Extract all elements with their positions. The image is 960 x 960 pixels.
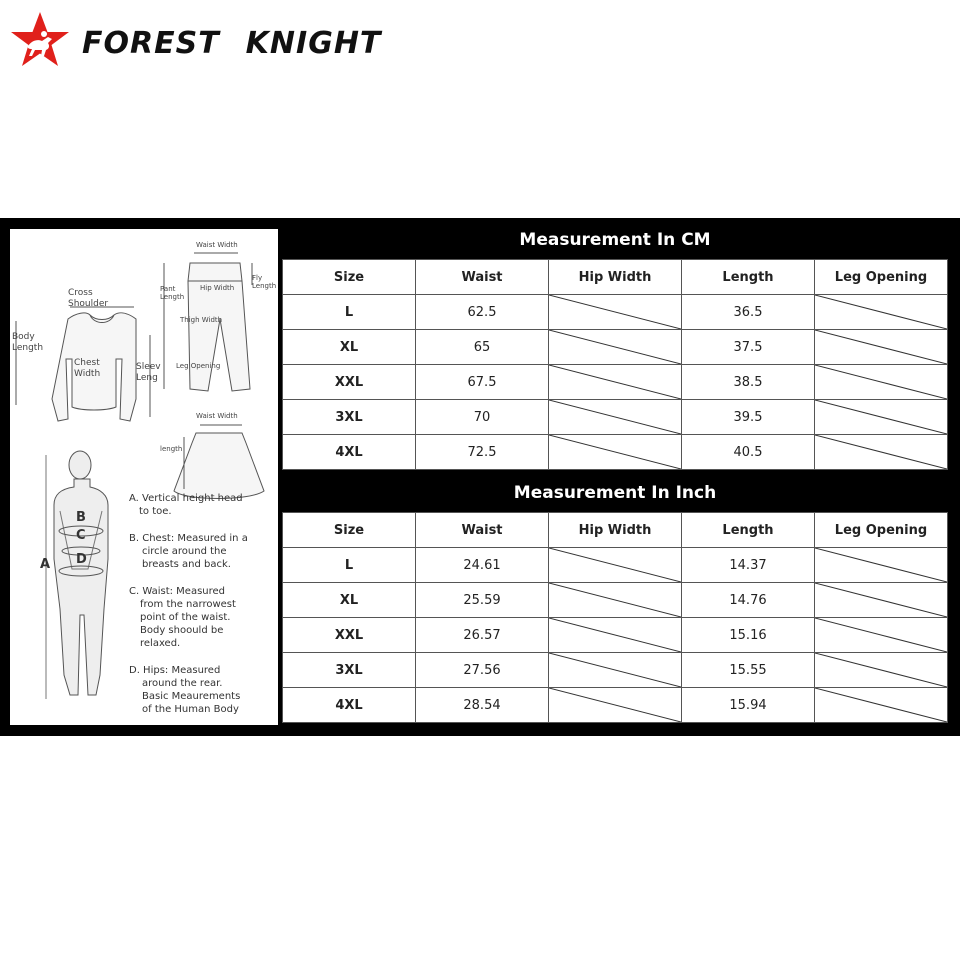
label-thigh-width: Thigh Width — [180, 316, 223, 324]
label-waist-width-skirt: Waist Width — [196, 412, 238, 420]
brand-name-part1: FOREST — [82, 26, 220, 61]
header-length: Length — [682, 260, 815, 295]
table-row — [283, 583, 948, 618]
not-applicable-slash-icon — [549, 653, 681, 687]
cell-length: 15.94 — [682, 688, 815, 723]
table-row — [283, 400, 948, 435]
note-hips: D. Hips: Measured around the rear. Basic Meaurements of the Human Body — [129, 665, 241, 715]
cell-length: 15.16 — [682, 618, 815, 653]
not-applicable-slash-icon — [549, 330, 681, 364]
brand-name-part2: KNIGHT — [245, 26, 382, 61]
label-chest-width: Chest Width — [74, 358, 101, 379]
body-letter-b: B — [76, 510, 86, 525]
not-applicable-slash-icon — [549, 295, 681, 329]
table-row — [283, 653, 948, 688]
cell-length: 38.5 — [682, 365, 815, 400]
cm-table-title: Measurement In CM — [519, 230, 711, 250]
cell-size: XXL — [283, 618, 416, 653]
cell-length: 39.5 — [682, 400, 815, 435]
table-row — [283, 618, 948, 653]
header-size: Size — [283, 513, 416, 548]
cell-leg-opening — [815, 330, 948, 365]
cell-waist: 62.5 — [416, 295, 549, 330]
cell-hip-width — [549, 435, 682, 470]
not-applicable-slash-icon — [815, 548, 947, 582]
brand-wordmark — [82, 26, 381, 61]
not-applicable-slash-icon — [549, 400, 681, 434]
cell-leg-opening — [815, 653, 948, 688]
not-applicable-slash-icon — [815, 365, 947, 399]
not-applicable-slash-icon — [549, 688, 681, 722]
cell-waist: 26.57 — [416, 618, 549, 653]
brand-header — [8, 10, 382, 70]
cell-hip-width — [549, 548, 682, 583]
label-leg-opening: Leg Opening — [176, 362, 221, 370]
cell-waist: 65 — [416, 330, 549, 365]
cell-length: 14.37 — [682, 548, 815, 583]
garment-sketches — [10, 229, 278, 725]
not-applicable-slash-icon — [549, 548, 681, 582]
cell-waist: 67.5 — [416, 365, 549, 400]
cell-hip-width — [549, 583, 682, 618]
header-leg-opening: Leg Opening — [815, 260, 948, 295]
cell-leg-opening — [815, 435, 948, 470]
cell-length: 14.76 — [682, 583, 815, 618]
label-cross-shoulder: Cross Shoulder — [68, 288, 109, 309]
not-applicable-slash-icon — [549, 435, 681, 469]
cell-length: 37.5 — [682, 330, 815, 365]
not-applicable-slash-icon — [815, 330, 947, 364]
inch-table-title: Measurement In Inch — [513, 483, 717, 503]
cell-length: 15.55 — [682, 653, 815, 688]
table-row — [283, 365, 948, 400]
cell-hip-width — [549, 365, 682, 400]
not-applicable-slash-icon — [549, 583, 681, 617]
header-leg-opening: Leg Opening — [815, 513, 948, 548]
header-hip-width: Hip Width — [549, 260, 682, 295]
header-hip-width: Hip Width — [549, 513, 682, 548]
body-letter-d: D — [76, 552, 87, 567]
cell-size: 3XL — [283, 653, 416, 688]
not-applicable-slash-icon — [815, 688, 947, 722]
cell-size: 3XL — [283, 400, 416, 435]
not-applicable-slash-icon — [549, 618, 681, 652]
cell-hip-width — [549, 688, 682, 723]
note-waist: C. Waist: Measured from the narrowest point of the waist. Body shoould be relaxed. — [129, 586, 236, 649]
table-row — [283, 548, 948, 583]
label-hip-width: Hip Width — [200, 284, 235, 292]
cell-hip-width — [549, 400, 682, 435]
header-length: Length — [682, 513, 815, 548]
not-applicable-slash-icon — [815, 435, 947, 469]
cell-hip-width — [549, 618, 682, 653]
label-fly-length: Fly Length — [252, 274, 277, 290]
cell-leg-opening — [815, 618, 948, 653]
header-waist: Waist — [416, 260, 549, 295]
cell-size: XXL — [283, 365, 416, 400]
table-row — [283, 330, 948, 365]
not-applicable-slash-icon — [815, 583, 947, 617]
cell-leg-opening — [815, 688, 948, 723]
not-applicable-slash-icon — [815, 295, 947, 329]
table-header-row — [283, 260, 948, 295]
not-applicable-slash-icon — [815, 653, 947, 687]
not-applicable-slash-icon — [815, 400, 947, 434]
label-pant-length: Pant Length — [160, 285, 185, 301]
body-letter-a: A — [40, 557, 51, 572]
cell-hip-width — [549, 330, 682, 365]
header-waist: Waist — [416, 513, 549, 548]
table-row — [283, 688, 948, 723]
cell-size: L — [283, 295, 416, 330]
not-applicable-slash-icon — [549, 365, 681, 399]
cell-size: 4XL — [283, 435, 416, 470]
label-skirt-length: length — [160, 445, 183, 453]
cell-size: XL — [283, 330, 416, 365]
cell-length: 36.5 — [682, 295, 815, 330]
note-height: A. Vertical height head to toe. — [129, 493, 243, 517]
cell-leg-opening — [815, 583, 948, 618]
cell-waist: 27.56 — [416, 653, 549, 688]
cell-waist: 72.5 — [416, 435, 549, 470]
measurement-diagram — [10, 229, 278, 725]
label-waist-width-pants: Waist Width — [196, 241, 238, 249]
inch-size-table — [282, 512, 948, 723]
cell-waist: 24.61 — [416, 548, 549, 583]
table-row — [283, 295, 948, 330]
cell-leg-opening — [815, 295, 948, 330]
cell-waist: 70 — [416, 400, 549, 435]
cell-size: 4XL — [283, 688, 416, 723]
cell-hip-width — [549, 295, 682, 330]
not-applicable-slash-icon — [815, 618, 947, 652]
label-sleeve-length: Sleev Leng — [136, 362, 161, 383]
cell-hip-width — [549, 653, 682, 688]
cell-waist: 25.59 — [416, 583, 549, 618]
table-row — [283, 435, 948, 470]
cell-size: L — [283, 548, 416, 583]
header-size: Size — [283, 260, 416, 295]
label-body-length: Body Length — [12, 332, 44, 353]
note-chest: B. Chest: Measured in a circle around the breasts and back. — [129, 533, 248, 570]
cm-size-table — [282, 259, 948, 470]
cell-leg-opening — [815, 365, 948, 400]
cell-waist: 28.54 — [416, 688, 549, 723]
table-header-row — [283, 513, 948, 548]
cell-length: 40.5 — [682, 435, 815, 470]
size-chart-panel — [0, 218, 960, 736]
cell-leg-opening — [815, 400, 948, 435]
red-star-horse-rider-icon — [8, 10, 72, 70]
cell-leg-opening — [815, 548, 948, 583]
cell-size: XL — [283, 583, 416, 618]
body-letter-c: C — [76, 528, 86, 543]
